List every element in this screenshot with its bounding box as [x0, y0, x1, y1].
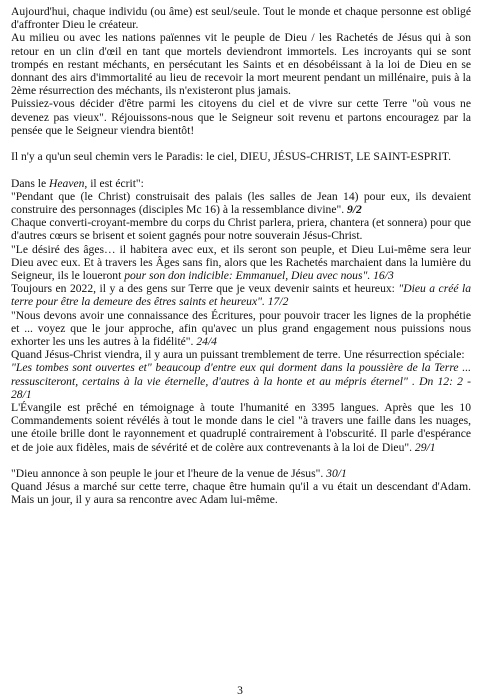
quote-palaces	[11, 190, 471, 216]
reference: 24/4	[196, 335, 217, 349]
paragraph-gospel	[11, 401, 471, 454]
reference: 30/1	[326, 467, 347, 481]
document-body	[11, 5, 471, 507]
paragraph-heaven-intro	[11, 177, 471, 190]
paragraph-earthquake: Quand Jésus-Christ viendra, il y aura un puissant tremblement de terre. Une résurrection spéciale:	[11, 348, 465, 362]
page-number: 3	[237, 684, 243, 697]
book-title: Heaven	[49, 176, 85, 190]
text: "Le désiré des âges… il habitera avec eux, et ils seront son peuple, et Dieu Lui-même sera leur Dieu avec eux. Et à travers les Âges sans fin, alors que les Rachetés marchaient dans la lumière du Seigneur, ils le loueront	[11, 242, 471, 283]
text: "Pendant que (le Christ) construisait des palais (les salles de Jean 14) pour eux, ils devaient construire des personnages (disciples Mc 16) à la ressemblance divine".	[11, 189, 471, 217]
text: L'Évangile est prêché en témoignage à toute l'humanité en 3395 langues. Après que les 10 Commandements soient révélés à tout le monde dans le ciel "à travers une faille dans les nuages, une étoile brille dont le rayonnement et quadruplé contrairement à l'obscurité. Il parle d'espérance et de joie aux fidèles, mais de sévérité et de colère aux contrevenants à la loi de Dieu".	[11, 401, 471, 454]
paragraph-intro: Aujourd'hui, chaque individu (ou âme) est seul/seule. Tout le monde et chaque personne est obligé d'affronter Dieu le créateur.	[11, 5, 471, 32]
text: , il est écrit":	[84, 176, 144, 190]
spacer	[11, 454, 471, 467]
quote-announcement	[11, 467, 471, 480]
quote-scriptures	[11, 309, 471, 349]
text: Toujours en 2022, il y a des gens sur Terre que je veux devenir saints et heureux:	[11, 282, 399, 296]
paragraph-only-way: Il n'y a qu'un seul chemin vers le Paradis: le ciel, DIEU, JÉSUS-CHRIST, LE SAINT-ESPRIT.	[11, 150, 451, 164]
reference: 29/1	[414, 440, 436, 454]
quote-desire-of-ages	[11, 243, 471, 283]
spacer	[11, 163, 471, 176]
paragraph-2022	[11, 282, 471, 308]
reference: 9/2	[347, 203, 362, 217]
paragraph-adam: Quand Jésus a marché sur cette terre, chaque être humain qu'il a vu était un descendant d'Adam. Mais un jour, il y aura sa rencontre avec Adam lui-même.	[11, 480, 471, 507]
paragraph-converts: Chaque converti-croyant-membre du corps du Christ parlera, priera, chantera (et sonnera) pour que d'autres cœurs se brisent et soient gagnés pour notre souverain Jésus-Christ.	[11, 216, 471, 243]
text: "Nous devons avoir une connaissance des Écritures, pour pouvoir tracer les lignes de la prophétie et ... voyez que le jour approche, afin qu'avec un plus grand engagement nous puissions nous exhorter les uns les autres à la fidélité".	[11, 308, 471, 349]
italic-quote: "Dieu a créé la terre pour être la demeure des êtres saints et heureux". 17/2	[11, 282, 471, 309]
italic-quote: pour son don indicible: Emmanuel, Dieu avec nous". 16/3	[124, 269, 394, 283]
paragraph-citizens-of-heaven: Puissiez-vous décider d'être parmi les citoyens du ciel et de vivre sur cette Terre "où vous ne devenez pas vieux". Réjouissons-nous que le Seigneur soit revenu et partons encouragez par la pensée que le Seigneur viendra bientôt!	[11, 97, 471, 137]
paragraph-people-of-god: Au milieu ou avec les nations païennes vit le peuple de Dieu / les Rachetés de Jésus qui à son retour en un clin d'œil en tant que mortels deviendront immortels. Les incroyants qui se sont trompés en restant méchants, en persécutant les Saints et en désobéissant à la loi de Dieu en se donnant des airs d'immortalité au lieu de recevoir la mort meurent pendant un millénaire, puis à la 2ème résurrection des méchants, ils n'existeront plus jamais.	[11, 31, 471, 98]
text: "Dieu annonce à son peuple le jour et l'heure de la venue de Jésus".	[11, 467, 327, 481]
quote-tombs: "Les tombes sont ouvertes et" beaucoup d'entre eux qui dorment dans la poussière de la Terre ... ressusciteront, certains à la vie éternelle, d'autres à la honte et au mépris éternel" . Dn 12: 2 - 28/1	[11, 361, 471, 401]
spacer	[11, 137, 471, 150]
text: Dans le	[11, 176, 49, 190]
